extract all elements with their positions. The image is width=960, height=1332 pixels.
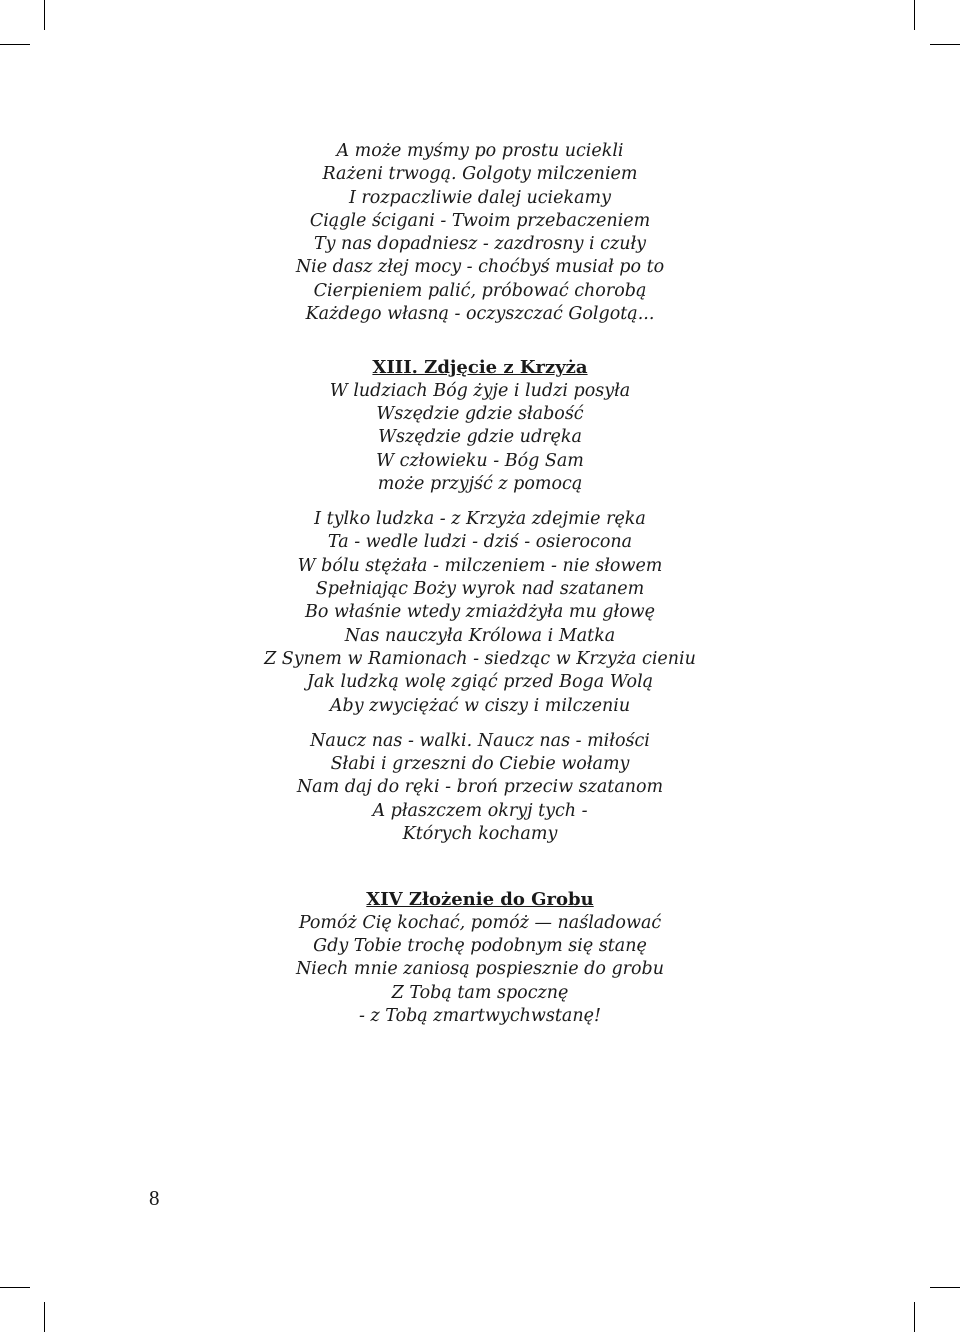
- poem-line: I rozpaczliwie dalej uciekamy: [348, 187, 612, 208]
- poem-line: W bólu stężała - milczeniem - nie słowem: [297, 555, 663, 576]
- poem-line: Jak ludzką wolę zgiąć przed Boga Wolą: [306, 672, 654, 693]
- poem-line: Wszędzie gdzie udręka: [378, 427, 582, 448]
- poem-line: I tylko ludzka - z Krzyża zdejmie ręka: [314, 509, 646, 530]
- poem-line: Rażeni trwogą. Golgoty milczeniem: [322, 164, 638, 185]
- poem-line: Ciągle ścigani - Twoim przebaczeniem: [309, 210, 651, 231]
- poem-line: Nas nauczyła Królowa i Matka: [344, 625, 616, 646]
- stanza-xiii-3: [0, 730, 960, 846]
- poem-line: Których kochamy: [402, 824, 558, 845]
- poem-line: Słabi i grzeszni do Ciebie wołamy: [330, 754, 630, 775]
- poem-line: Każdego własną - oczyszczać Golgotą...: [305, 304, 655, 325]
- crop-mark-top-right-horizontal: [930, 44, 960, 45]
- crop-mark-bottom-right-vertical: [914, 1302, 915, 1332]
- poem-line: W ludziach Bóg żyje i ludzi posyła: [329, 380, 631, 401]
- poem-line: Bo właśnie wtedy zmiażdżyła mu głowę: [304, 602, 656, 623]
- poem-line: - z Tobą zmartwychwstanę!: [359, 1005, 601, 1026]
- section-heading-xiii: XIII. Zdjęcie z Krzyża: [372, 357, 588, 379]
- stanza-xiii-2: [0, 508, 960, 718]
- poem-line: Aby zwyciężać w ciszy i milczeniu: [329, 695, 631, 716]
- crop-mark-bottom-left-vertical: [44, 1302, 45, 1332]
- crop-mark-top-left-vertical: [44, 0, 45, 30]
- crop-mark-top-right-vertical: [914, 0, 915, 30]
- crop-mark-bottom-right-horizontal: [930, 1287, 960, 1288]
- poem-line: Nie dasz złej mocy - choćbyś musiał po to: [295, 257, 665, 278]
- poem-line: Z Tobą tam spocznę: [391, 982, 569, 1003]
- poem-line: A może myśmy po prostu uciekli: [336, 141, 624, 161]
- poem-line: Z Synem w Ramionach - siedząc w Krzyża cieniu: [264, 648, 696, 669]
- page-content: [0, 140, 960, 1028]
- section-heading-xiv: XIV Złożenie do Grobu: [366, 889, 594, 911]
- poem-line: Niech mnie zaniosą pospiesznie do grobu: [295, 959, 665, 980]
- stanza-xiv: [0, 912, 960, 1028]
- poem-line: Naucz nas - walki. Naucz nas - miłości: [310, 730, 650, 751]
- crop-mark-top-left-horizontal: [0, 44, 30, 45]
- stanza-intro: [0, 140, 960, 326]
- poem-line: Pomóż Cię kochać, pomóż — naśladować: [298, 912, 662, 933]
- poem-line: może przyjść z pomocą: [377, 473, 583, 494]
- poem-line: Gdy Tobie trochę podobnym się stanę: [313, 935, 647, 956]
- poem-line: Wszędzie gdzie słabość: [376, 403, 584, 424]
- poem-line: W człowieku - Bóg Sam: [376, 450, 584, 471]
- crop-mark-bottom-left-horizontal: [0, 1287, 30, 1288]
- poem-line: A płaszczem okryj tych -: [372, 800, 588, 821]
- page-number: 8: [149, 1186, 160, 1210]
- poem-line: Nam daj do ręki - broń przeciw szatanom: [296, 777, 664, 798]
- poem-line: Ty nas dopadniesz - zazdrosny i czuły: [313, 234, 647, 255]
- poem-line: Ta - wedle ludzi - dziś - osierocona: [327, 532, 633, 553]
- stanza-xiii-1: [0, 380, 960, 496]
- poem-line: Spełniając Boży wyrok nad szatanem: [315, 579, 645, 600]
- poem-line: Cierpieniem palić, próbować chorobą: [313, 280, 647, 301]
